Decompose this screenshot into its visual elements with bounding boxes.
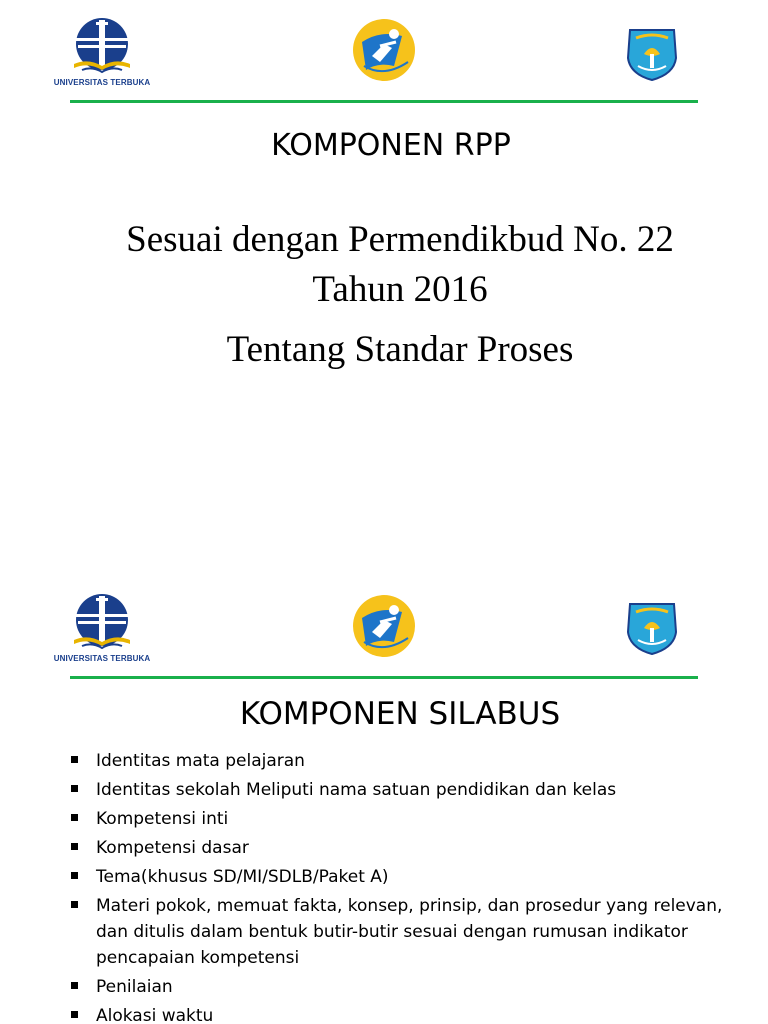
slide-komponen-silabus (0, 580, 768, 1024)
bullet-square-icon (71, 1011, 78, 1018)
slide-title: KOMPONEN SILABUS (239, 696, 561, 732)
bullet-list (70, 748, 750, 1024)
universitas-terbuka-emblem-icon (52, 14, 152, 78)
bullet-square-icon (71, 901, 78, 908)
list-item: Kompetensi dasar (70, 835, 750, 861)
bullet-square-icon (71, 872, 78, 879)
universitas-terbuka-emblem-icon (52, 590, 152, 654)
tut-wuri-handayani-logo (622, 24, 682, 84)
tut-wuri-handayani-icon (622, 24, 682, 84)
list-item: Tema(khusus SD/MI/SDLB/Paket A) (70, 864, 750, 890)
kurikulum-2013-logo (350, 592, 418, 660)
list-item: Identitas sekolah Meliputi nama satuan pendidikan dan kelas (70, 777, 750, 803)
universitas-terbuka-caption: UNIVERSITAS TERBUKA (53, 78, 151, 87)
kurikulum-2013-icon (350, 592, 418, 660)
tut-wuri-handayani-icon (622, 598, 682, 658)
kurikulum-2013-icon (350, 16, 418, 84)
list-item: Identitas mata pelajaran (70, 748, 750, 774)
bullet-square-icon (71, 814, 78, 821)
list-item: Kompetensi inti (70, 806, 750, 832)
subtitle-line-1: Sesuai dengan Permendikbud No. 22 (126, 219, 674, 260)
tut-wuri-handayani-logo (622, 598, 682, 658)
green-divider (70, 100, 698, 103)
slide-title: KOMPONEN RPP (271, 128, 511, 163)
subtitle-line-2: Tahun 2016 (312, 269, 488, 310)
universitas-terbuka-caption: UNIVERSITAS TERBUKA (53, 654, 151, 663)
bullet-square-icon (71, 843, 78, 850)
bullet-square-icon (71, 756, 78, 763)
bullet-square-icon (71, 785, 78, 792)
green-divider (70, 676, 698, 679)
list-item: Materi pokok, memuat fakta, konsep, prinsip, dan prosedur yang relevan, dan ditulis dalam bentuk butir-butir sesuai dengan rumusan indikator pencapaian kompetensi (70, 893, 750, 971)
universitas-terbuka-logo (52, 590, 152, 670)
bullet-square-icon (71, 982, 78, 989)
kurikulum-2013-logo (350, 16, 418, 84)
subtitle-line-3: Tentang Standar Proses (226, 329, 574, 370)
list-item: Penilaian (70, 974, 750, 1000)
universitas-terbuka-logo (52, 14, 152, 94)
list-item: Alokasi waktu (70, 1003, 750, 1024)
